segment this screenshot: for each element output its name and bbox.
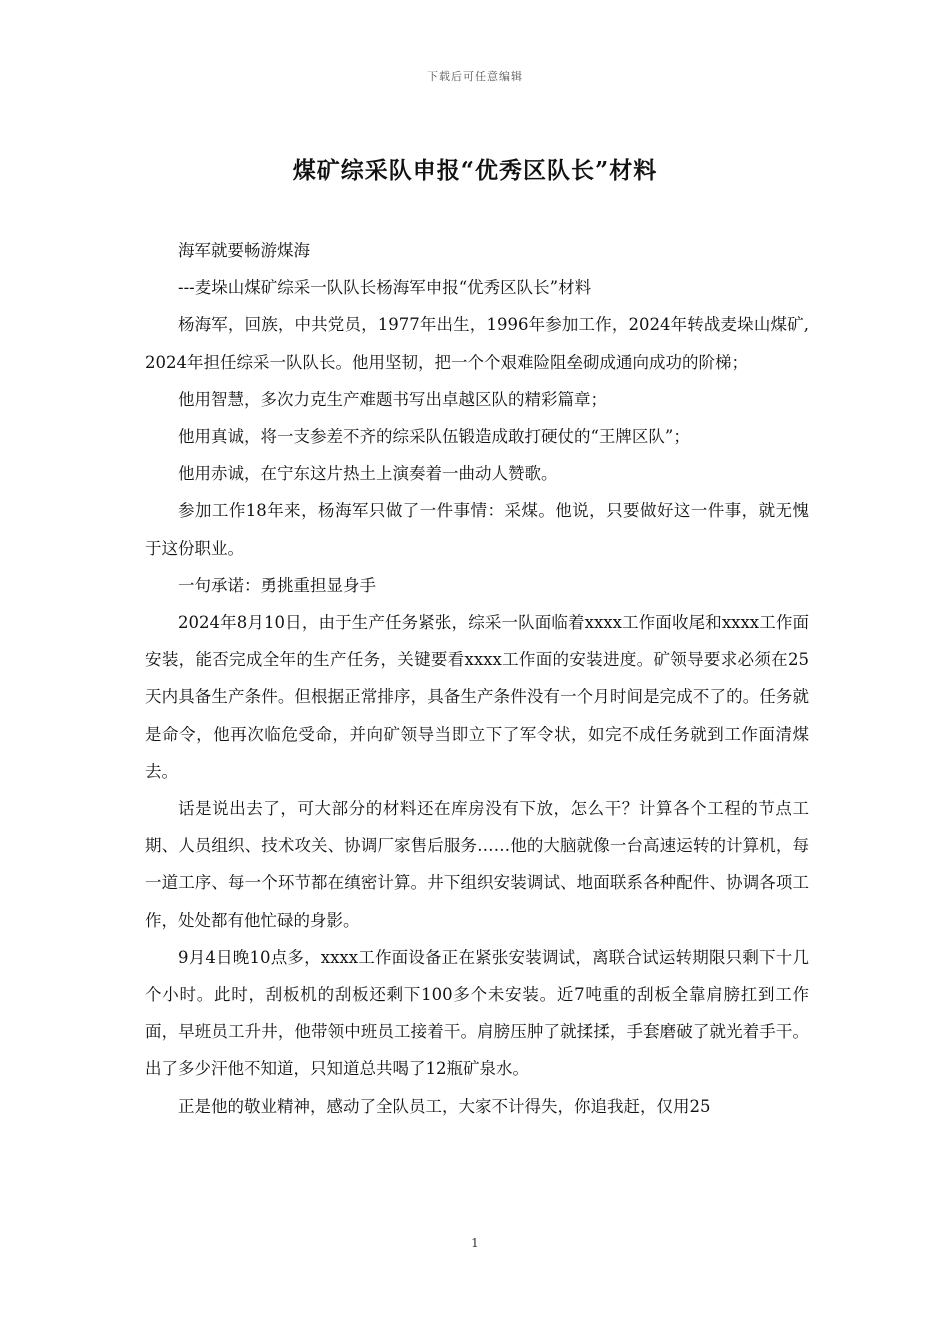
- paragraph-devotion: 他用赤诚，在宁东这片热土上演奏着一曲动人赞歌。: [178, 464, 558, 484]
- paragraph-installation: 9月4日晚10点多，xxxx工作面设备正在紧张安装调试，离联合试运转期限只剩下十几个小时。此时，刮板机的刮板还剩下100多个未安装。近7吨重的刮板全靠肩膀扛到工作面，早班员工升井，他带领中班员工接着干。肩膀压肿了就揉揉，手套磨破了就光着手干。出了多少汗他不知道，只知道总共喝了12瓶矿泉水。: [145, 947, 809, 1079]
- section-heading-promise: 一句承诺：勇挑重担显身手: [178, 575, 376, 595]
- document-title: 煤矿综采队申报“优秀区队长”材料: [292, 157, 658, 184]
- paragraph-intro: 杨海军，回族，中共党员，1977年出生，1996年参加工作，2024年转战麦垛山煤矿,2024年担任综采一队队长。他用坚韧，把一个个艰难险阻垒砌成通向成功的阶梯；: [145, 315, 809, 372]
- paragraph-career: 参加工作18年来，杨海军只做了一件事情：采煤。他说，只要做好这一件事，就无愧于这份职业。: [145, 501, 809, 558]
- paragraph-planning: 话是说出去了，可大部分的材料还在库房没有下放，怎么干？计算各个工程的节点工期、人员组织、技术攻关、协调厂家售后服务……他的大脑就像一台高速运转的计算机，每一道工序、每一个环节都在缜密计算。井下组织安装调试、地面联系各种配件、协调各项工作，处处都有他忙碌的身影。: [145, 799, 809, 930]
- paragraph-task: 2024年8月10日，由于生产任务紧张，综采一队面临着xxxx工作面收尾和xxxx工作面安装，能否完成全年的生产任务，关键要看xxxx工作面的安装进度。矿领导要求必须在25天内具备生产条件。但根据正常排序，具备生产条件没有一个月时间是完成不了的。任务就是命令，他再次临危受命，并向矿领导当即立下了军令状，如完不成任务就到工作面清煤去。: [145, 613, 809, 781]
- paragraph-sincerity: 他用真诚，将一支参差不齐的综采队伍锻造成敢打硬仗的“王牌区队”；: [178, 427, 690, 447]
- paragraph-spirit: 正是他的敬业精神，感动了全队员工，大家不计得失，你追我赶，仅用25: [178, 1096, 711, 1116]
- page-header-note: 下载后可任意编辑: [427, 70, 523, 83]
- paragraph-subtitle: 海军就要畅游煤海: [178, 241, 310, 260]
- paragraph-byline: ---麦垛山煤矿综采一队队长杨海军申报“优秀区队长”材料: [178, 278, 592, 298]
- page-number: 1: [471, 1236, 479, 1250]
- paragraph-wisdom: 他用智慧，多次力克生产难题书写出卓越区队的精彩篇章；: [178, 389, 607, 409]
- document-body: [145, 232, 809, 1125]
